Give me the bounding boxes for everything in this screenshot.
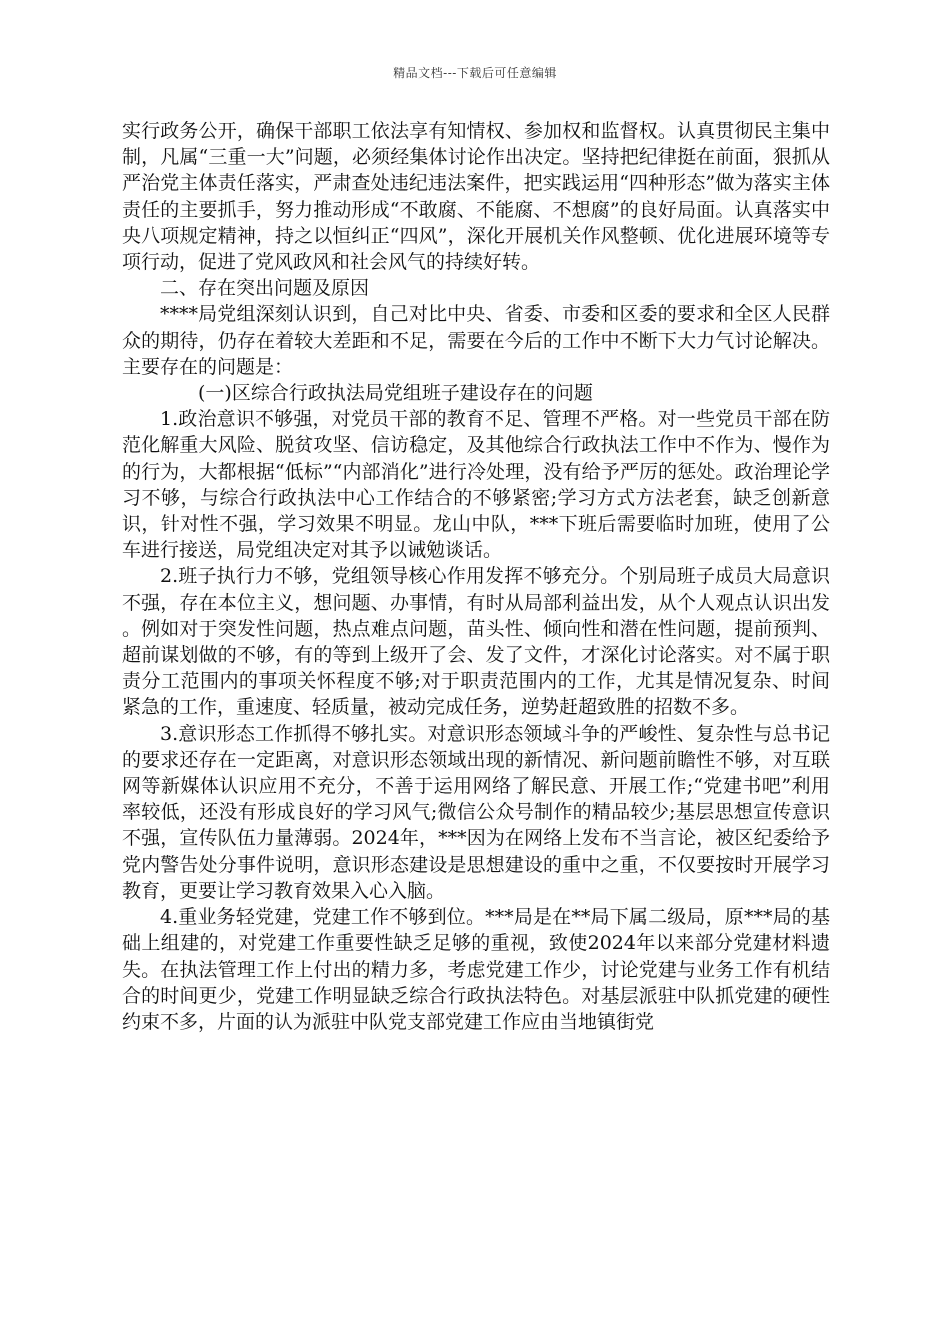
paragraph-transparency: 实行政务公开，确保干部职工依法享有知情权、参加权和监督权。认真贯彻民主集中制，凡属“三重一大”问题，必须经集体讨论作出决定。坚持把纪律挺在前面，狠抓从严治党主体责任落实，严肃查处违纪违法案件，把实践运用“四种形态”做为落实主体责任的主要抓手，努力推动形成“不敢腐、不能腐、不想腐”的良好局面。认真落实中央八项规定精神，持之以恒纠正“四风”，深化开展机关作风整顿、优化进展环境等专项行动，促进了党风政风和社会风气的持续好转。 — [122, 120, 830, 274]
subsection-heading: (一)区综合行政执法局党组班子建设存在的问题 — [198, 382, 593, 405]
paragraph-item-1: 1.政治意识不够强，对党员干部的教育不足、管理不严格。对一些党员干部在防范化解重大风险、脱贫攻坚、信访稳定，及其他综合行政执法工作中不作为、慢作为的行为，大都根据“低标”“内部消化”进行冷处理，没有给予严厉的惩处。政治理论学习不够，与综合行政执法中心工作结合的不够紧密;学习方式方法老套，缺乏创新意识，针对性不强，学习效果不明显。龙山中队，***下班后需要临时加班，使用了公车进行接送，局党组决定对其予以诫勉谈话。 — [122, 408, 830, 562]
page-header: 精品文档---下载后可任意编辑 — [393, 66, 557, 80]
document-body — [122, 118, 830, 1035]
paragraph-item-3: 3.意识形态工作抓得不够扎实。对意识形态领域斗争的严峻性、复杂性与总书记的要求还存在一定距离，对意识形态领域出现的新情况、新问题前瞻性不够，对互联网等新媒体认识应用不充分，不善于运用网络了解民意、开展工作;“党建书吧”利用率较低，还没有形成良好的学习风气;微信公众号制作的精品较少;基层思想宣传意识不强，宣传队伍力量薄弱。2024年，***因为在网络上发布不当言论，被区纪委给予党内警告处分事件说明，意识形态建设是思想建设的重中之重，不仅要按时开展学习教育，更要让学习教育效果入心入脑。 — [122, 722, 830, 902]
paragraph-item-4: 4.重业务轻党建，党建工作不够到位。***局是在**局下属二级局，原***局的基础上组建的，对党建工作重要性缺乏足够的重视，致使2024年以来部分党建材料遗失。在执法管理工作上付出的精力多，考虑党建工作少，讨论党建与业务工作有机结合的时间更少，党建工作明显缺乏综合行政执法特色。对基层派驻中队抓党建的硬性约束不多，片面的认为派驻中队党支部党建工作应由当地镇街党 — [122, 906, 830, 1033]
paragraph-item-2: 2.班子执行力不够，党组领导核心作用发挥不够充分。个别局班子成员大局意识不强，存在本位主义，想问题、办事情，有时从局部利益出发，从个人观点认识出发。例如对于突发性问题，热点难点问题，苗头性、倾向性和潜在性问题，提前预判、超前谋划做的不够，有的等到上级开了会、发了文件，才深化讨论落实。对不属于职责分工范围内的事项关怀程度不够;对于职责范围内的工作，尤其是情况复杂、时间紧急的工作，重速度、轻质量，被动完成任务，逆势赶超致胜的招数不多。 — [122, 565, 830, 719]
section-heading-problems: 二、存在突出问题及原因 — [160, 277, 370, 300]
paragraph-intro-problems: ****局党组深刻认识到，自己对比中央、省委、市委和区委的要求和全区人民群众的期待，仍存在着较大差距和不足，需要在今后的工作中不断下大力气讨论解决。主要存在的问题是： — [122, 303, 830, 378]
